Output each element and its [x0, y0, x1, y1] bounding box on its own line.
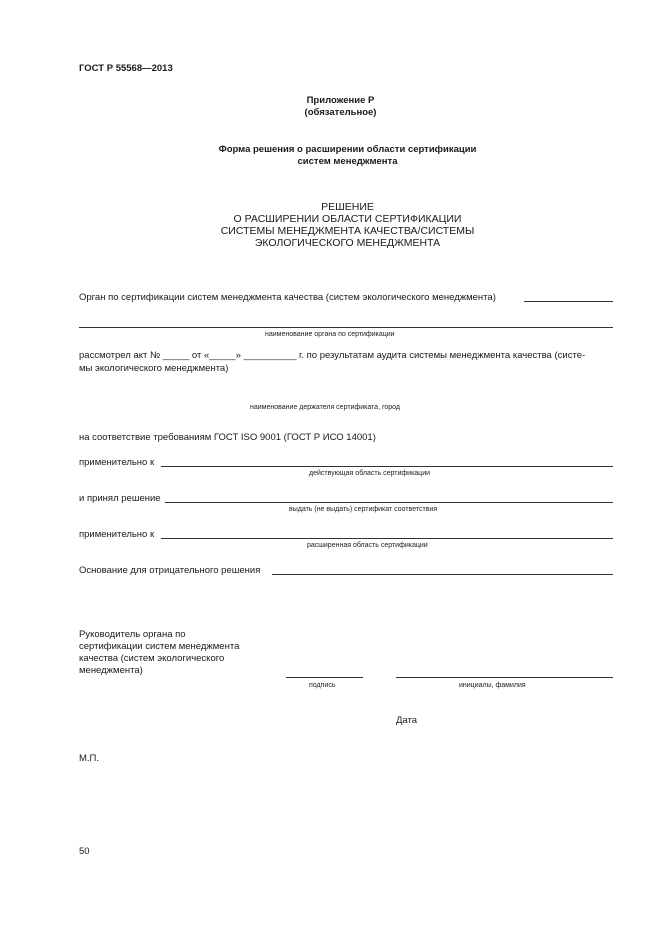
- compliance-text: на соответствие требованиям ГОСТ ISO 9001 (ГОСТ Р ИСО 14001): [79, 432, 376, 443]
- head-line4: менеджмента): [79, 665, 143, 676]
- organ-caption: наименование органа по сертификации: [265, 331, 395, 338]
- form-title-line1: Форма решения о расширении области сертификации: [218, 144, 477, 155]
- appendix-title: Приложение Р: [306, 95, 375, 106]
- applied2-label: применительно к: [79, 529, 155, 540]
- stamp-label: М.П.: [79, 753, 100, 764]
- decision-heading: [0, 201, 661, 249]
- standard-code: ГОСТ Р 55568—2013: [79, 63, 173, 74]
- organ-line-short[interactable]: [524, 301, 613, 302]
- head-line1: Руководитель органа по: [79, 629, 186, 640]
- appendix-status: (обязательное): [304, 107, 377, 118]
- applied2-caption: расширенная область сертификации: [307, 542, 428, 549]
- head-line3: качества (систем экологического: [79, 653, 225, 664]
- negative-label: Основание для отрицательного решения: [79, 565, 261, 576]
- head-line2: сертификации систем менеджмента: [79, 641, 240, 652]
- decision-caption: выдать (не выдать) сертификат соответствия: [289, 506, 438, 513]
- form-title-line2: систем менеджмента: [297, 156, 398, 167]
- decision-line3: СИСТЕМЫ МЕНЕДЖМЕНТА КАЧЕСТВА/СИСТЕМЫ: [220, 225, 475, 237]
- decision-label: и принял решение: [79, 493, 161, 504]
- name-caption: инициалы, фамилия: [459, 682, 526, 689]
- negative-line[interactable]: [272, 574, 613, 575]
- decision-line1: РЕШЕНИЕ: [321, 201, 374, 213]
- name-line[interactable]: [396, 677, 613, 678]
- date-label: Дата: [396, 715, 418, 726]
- decision-line[interactable]: [165, 502, 613, 503]
- sign-caption: подпись: [309, 682, 336, 689]
- organ-line[interactable]: [79, 327, 613, 328]
- holder-caption: наименование держателя сертификата, город: [250, 404, 400, 411]
- head-title: [79, 629, 239, 677]
- reviewed-line2: мы экологического менеджмента): [79, 363, 229, 374]
- sign-line[interactable]: [286, 677, 363, 678]
- reviewed-line1: рассмотрел акт № _____ от «_____» __________ г. по результатам аудита системы менеджмента качества (систе-: [79, 350, 586, 361]
- decision-line4: ЭКОЛОГИЧЕСКОГО МЕНЕДЖМЕНТА: [254, 237, 441, 249]
- decision-line2: О РАСШИРЕНИИ ОБЛАСТИ СЕРТИФИКАЦИИ: [233, 213, 462, 225]
- applied1-label: применительно к: [79, 457, 155, 468]
- applied1-caption: действующая область сертификации: [309, 470, 431, 477]
- applied1-line[interactable]: [161, 466, 613, 467]
- applied2-line[interactable]: [161, 538, 613, 539]
- page-number: 50: [79, 846, 90, 857]
- organ-label: Орган по сертификации систем менеджмента качества (систем экологического менеджмента): [79, 292, 496, 303]
